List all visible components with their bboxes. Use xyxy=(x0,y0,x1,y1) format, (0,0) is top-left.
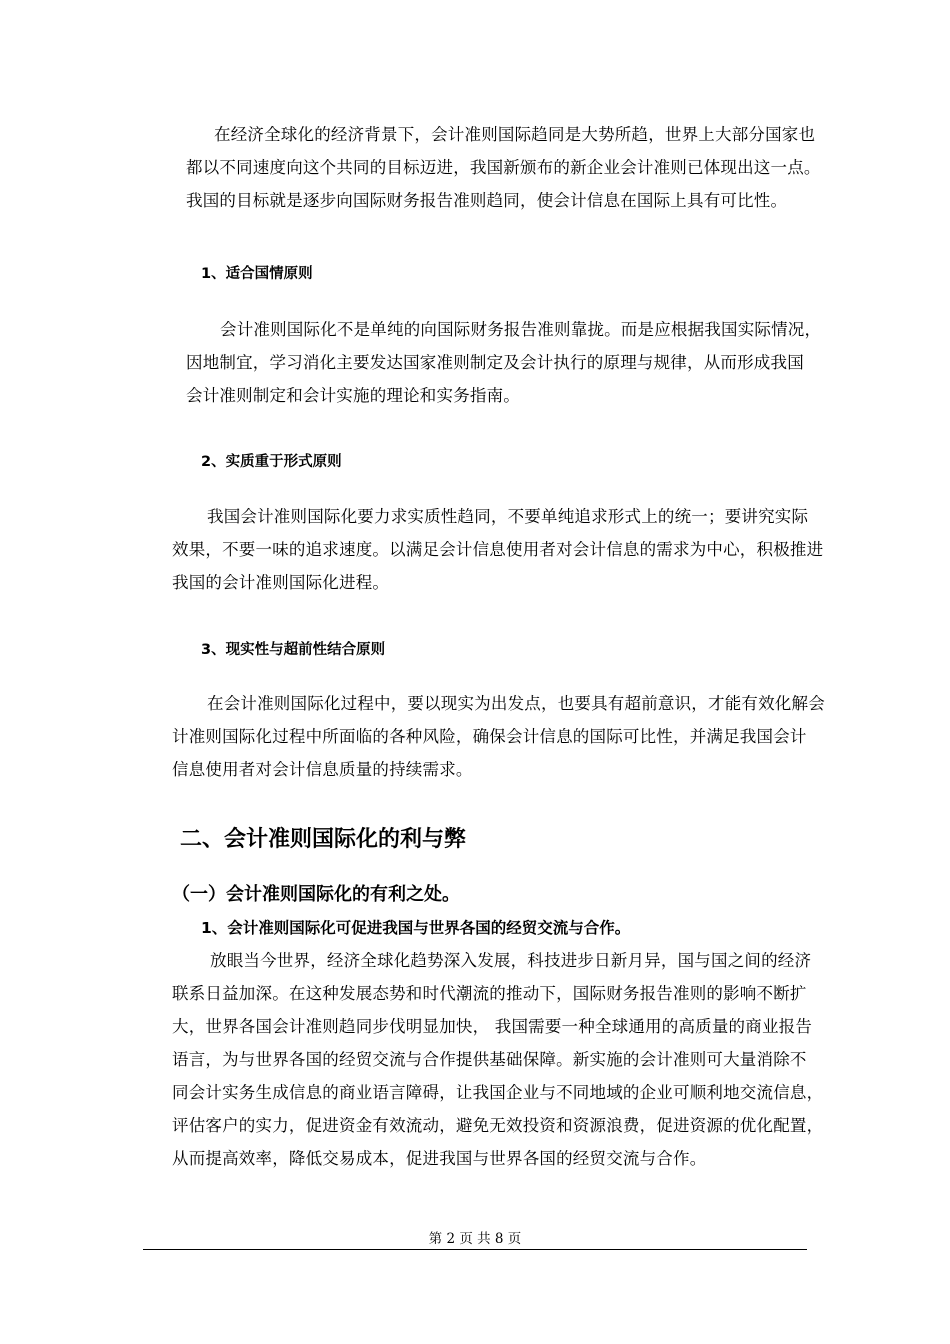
principle-heading-1: 1、适合国情原则 xyxy=(201,266,313,282)
text-line: 联系日益加深。在这种发展态势和时代潮流的推动下，国际财务报告准则的影响不断扩 xyxy=(172,984,807,1003)
text-line: 信息使用者对会计信息质量的持续需求。 xyxy=(172,760,473,779)
principle-paragraph-2 xyxy=(172,500,824,599)
text-line: 放眼当今世界，经济全球化趋势深入发展，科技进步日新月异，国与国之间的经济 xyxy=(210,951,812,970)
text-line: 都以不同速度向这个共同的目标迈进，我国新颁布的新企业会计准则已体现出这一点。 xyxy=(186,158,821,177)
text-line: 会计准则制定和会计实施的理论和实务指南。 xyxy=(186,386,520,405)
point-paragraph-1 xyxy=(172,944,824,1175)
text-line: 从而提高效率，降低交易成本，促进我国与世界各国的经贸交流与合作。 xyxy=(172,1149,707,1168)
principle-paragraph-3 xyxy=(172,687,825,786)
principle-heading-3: 3、现实性与超前性结合原则 xyxy=(201,642,386,658)
principle-paragraph-1 xyxy=(172,313,822,412)
text-line: 我国会计准则国际化要力求实质性趋同，不要单纯追求形式上的统一；要讲究实际 xyxy=(207,507,809,526)
text-line: 语言，为与世界各国的经贸交流与合作提供基础保障。新实施的会计准则可大量消除不 xyxy=(172,1050,807,1069)
page-number-footer: 第 2 页 共 8 页 xyxy=(428,1231,522,1247)
text-line: 会计准则国际化不是单纯的向国际财务报告准则靠拢。而是应根据我国实际情况， xyxy=(220,320,822,339)
intro-paragraph xyxy=(172,118,821,217)
text-line: 在会计准则国际化过程中，要以现实为出发点，也要具有超前意识，才能有效化解会 xyxy=(207,694,825,713)
text-line: 评估客户的实力，促进资金有效流动，避免无效投资和资源浪费，促进资源的优化配置， xyxy=(172,1116,824,1135)
footer-divider xyxy=(143,1249,807,1250)
principle-heading-2: 2、实质重于形式原则 xyxy=(201,454,342,470)
text-line: 我国的目标就是逐步向国际财务报告准则趋同，使会计信息在国际上具有可比性。 xyxy=(186,191,788,210)
text-line: 同会计实务生成信息的商业语言障碍，让我国企业与不同地域的企业可顺利地交流信息， xyxy=(172,1083,824,1102)
text-line: 大，世界各国会计准则趋同步伐明显加快， 我国需要一种全球通用的高质量的商业报告 xyxy=(172,1017,813,1036)
section-title: 二、会计准则国际化的利与弊 xyxy=(180,827,467,852)
text-line: 计准则国际化过程中所面临的各种风险，确保会计信息的国际可比性，并满足我国会计 xyxy=(172,727,807,746)
text-line: 因地制宜，学习消化主要发达国家准则制定及会计执行的原理与规律，从而形成我国 xyxy=(186,353,804,372)
text-line: 我国的会计准则国际化进程。 xyxy=(172,573,390,592)
text-line: 效果，不要一味的追求速度。以满足会计信息使用者对会计信息的需求为中心，积极推进 xyxy=(172,540,824,559)
text-line: 在经济全球化的经济背景下，会计准则国际趋同是大势所趋，世界上大部分国家也 xyxy=(214,125,816,144)
subsection-title: （一）会计准则国际化的有利之处。 xyxy=(172,884,460,905)
point-title-1: 1、会计准则国际化可促进我国与世界各国的经贸交流与合作。 xyxy=(201,919,631,937)
